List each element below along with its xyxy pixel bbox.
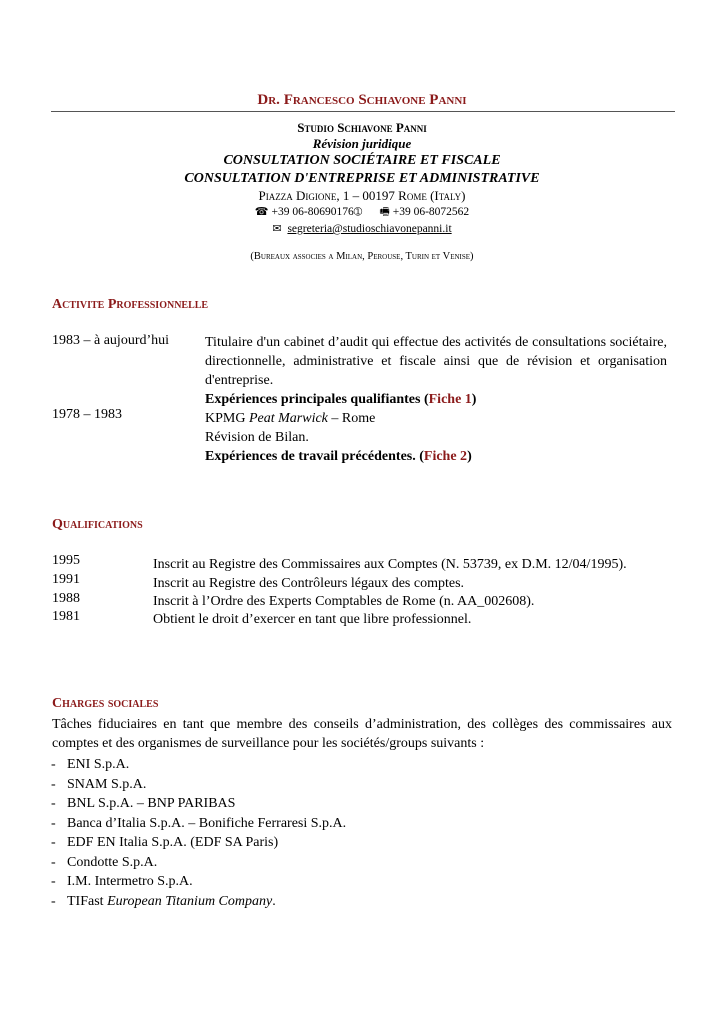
period-2-company: KPMG bbox=[205, 411, 246, 426]
list-item: - Condotte S.p.A. bbox=[50, 853, 670, 873]
page-title bbox=[0, 92, 724, 109]
period-2-city: – Rome bbox=[331, 411, 376, 426]
qualification-text: Obtient le droit d’exercer en tant que libre professionnel. bbox=[153, 612, 472, 627]
list-item: - EDF EN Italia S.p.A. (EDF SA Paris) bbox=[50, 833, 670, 853]
list-item: - Banca d’Italia S.p.A. – Bonifiche Ferraresi S.p.A. bbox=[50, 814, 670, 834]
period-1-details bbox=[205, 333, 667, 409]
period-2-company-italic: Peat Marwick bbox=[248, 411, 328, 426]
qualification-year: 1995 bbox=[52, 553, 80, 568]
revision-line: Révision juridique bbox=[312, 136, 412, 151]
list-item: - BNL S.p.A. – BNP PARIBAS bbox=[50, 794, 670, 814]
fax-number: +39 06-8072562 bbox=[392, 206, 470, 218]
list-item: - ENI S.p.A. bbox=[50, 755, 670, 775]
list-item-end: . bbox=[272, 893, 276, 909]
email-icon: ✉ bbox=[272, 223, 282, 235]
period-1-experiences-label: Expériences principales qualifiantes bbox=[205, 392, 421, 407]
qualification-year: 1988 bbox=[52, 591, 80, 606]
qualification-text: Inscrit au Registre des Commissaires aux Comptes (N. 53739, ex D.M. 12/04/1995). bbox=[153, 557, 627, 572]
studio-name: Studio Schiavone Panni bbox=[297, 120, 427, 135]
fiche-1-link[interactable]: Fiche 1 bbox=[428, 392, 472, 407]
circle-one-icon: ➀ bbox=[353, 207, 363, 218]
title-divider bbox=[51, 111, 675, 112]
consultation-line-2: CONSULTATION D'ENTREPRISE ET ADMINISTRATIVE bbox=[184, 171, 540, 186]
period-2-experiences: Expériences de travail précédentes. (Fiche 2) bbox=[205, 449, 472, 464]
period-2-details bbox=[205, 409, 667, 466]
email-line bbox=[0, 221, 724, 237]
name-prefix: Dr. bbox=[257, 92, 280, 108]
letterhead bbox=[0, 120, 724, 265]
period-1-experiences: Expériences principales qualifiantes (Fiche 1) bbox=[205, 392, 477, 407]
qualification-year: 1981 bbox=[52, 609, 80, 624]
section-title-activite: Activite Professionnelle bbox=[52, 297, 209, 312]
contact-line bbox=[0, 204, 724, 221]
list-item bbox=[50, 892, 670, 912]
period-2-description: Révision de Bilan. bbox=[205, 430, 309, 445]
list-item: - I.M. Intermetro S.p.A. bbox=[50, 872, 670, 892]
period-2-years: 1978 – 1983 bbox=[52, 407, 122, 422]
associated-offices: (Bureaux associes a Milan, Perouse, Turin et Venise) bbox=[250, 251, 474, 262]
qualification-text: Inscrit au Registre des Contrôleurs légaux des comptes. bbox=[153, 576, 465, 591]
list-item-italic: European Titanium Company bbox=[107, 893, 273, 909]
list-item-plain: TIFast bbox=[67, 893, 104, 909]
consultation-line-1: CONSULTATION SOCIÉTAIRE ET FISCALE bbox=[223, 153, 501, 168]
fax-icon: 🖷 bbox=[379, 206, 390, 218]
period-1-description: Titulaire d'un cabinet d’audit qui effectue des activités de consultations sociétaire, directionnelle, administrative et fiscale ainsi que de révision et organisation d'entreprise. bbox=[205, 335, 667, 388]
qualification-year: 1991 bbox=[52, 572, 80, 587]
fiche-2-link[interactable]: Fiche 2 bbox=[423, 449, 468, 464]
qualification-text: Inscrit à l’Ordre des Experts Comptables de Rome (n. AA_002608). bbox=[153, 594, 535, 609]
phone-number: +39 06-80690176 bbox=[271, 206, 354, 218]
section-title-qualifications: Qualifications bbox=[52, 517, 143, 532]
period-1-years: 1983 – à aujourd’hui bbox=[52, 333, 170, 348]
charges-list bbox=[50, 755, 670, 911]
phone-icon: ☎ bbox=[254, 206, 269, 218]
person-name: Francesco Schiavone Panni bbox=[283, 92, 467, 108]
address: Piazza Digione, 1 – 00197 Rome (Italy) bbox=[258, 188, 466, 203]
email-link[interactable]: segreteria@studioschiavonepanni.it bbox=[287, 223, 452, 235]
period-2-company-line bbox=[205, 409, 667, 428]
period-2-experiences-label: Expériences de travail précédentes. bbox=[205, 449, 416, 464]
list-item: - SNAM S.p.A. bbox=[50, 775, 670, 795]
charges-intro: Tâches fiduciaires en tant que membre des conseils d’administration, des collèges des commissaires aux comptes et des organismes de surveillance pour les sociétés/groups suivants : bbox=[52, 717, 672, 751]
section-title-charges: Charges sociales bbox=[52, 696, 159, 711]
